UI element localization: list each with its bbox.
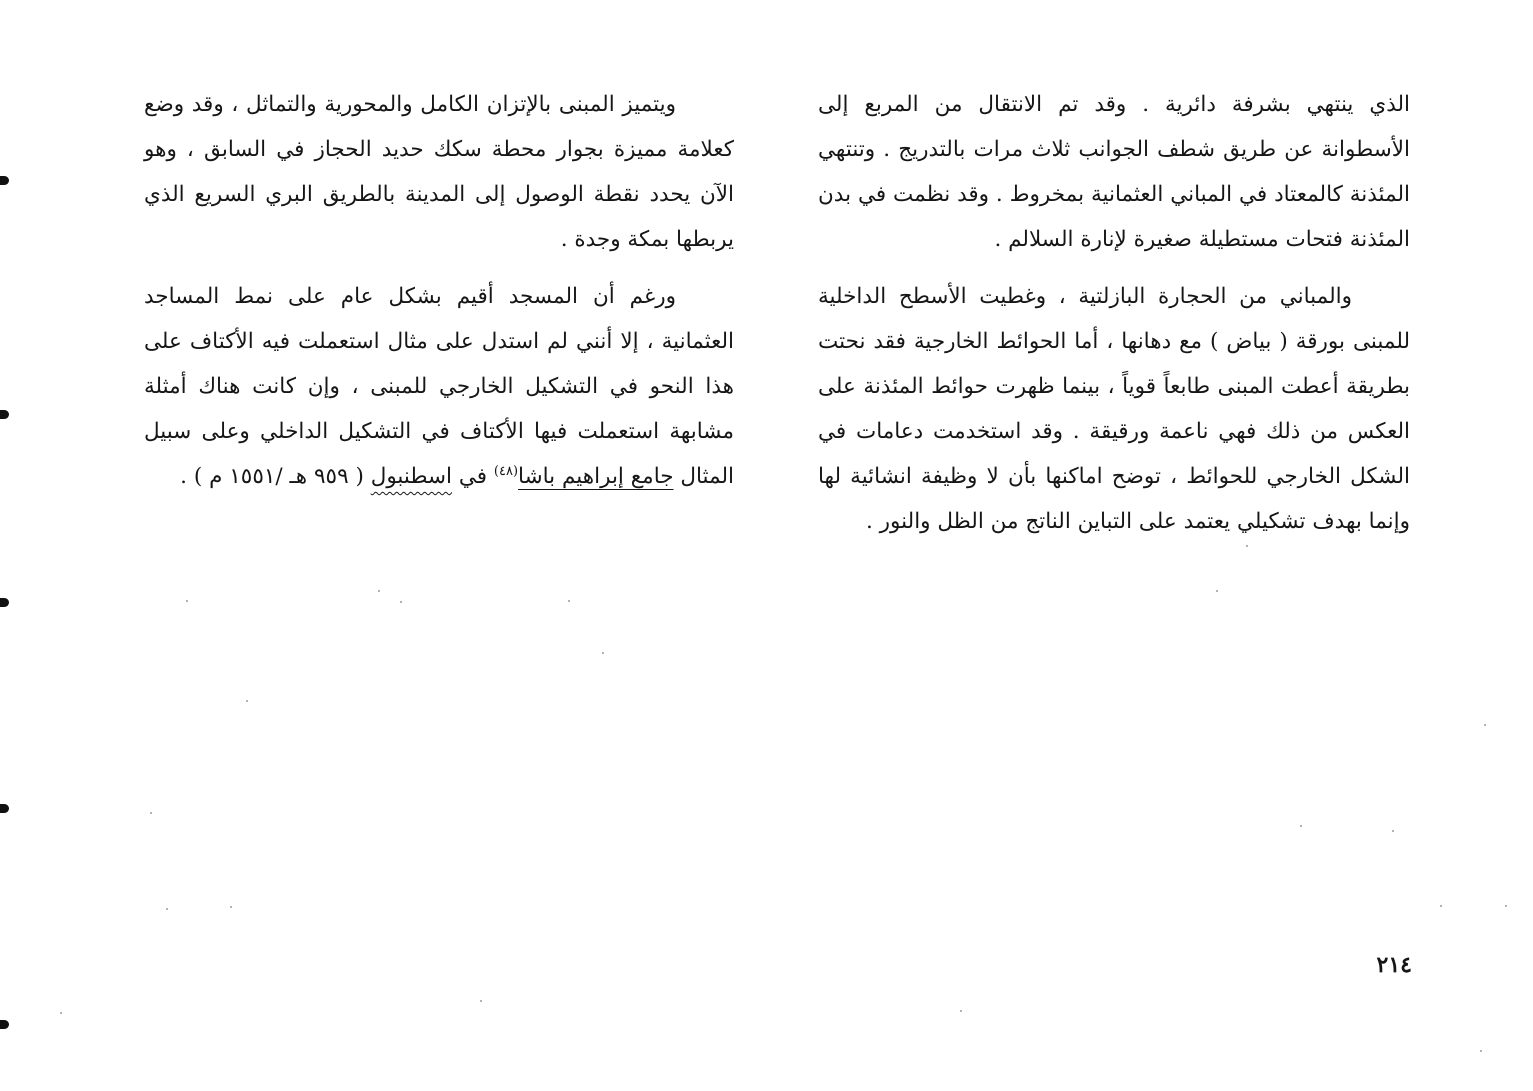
scan-speck <box>60 1012 62 1014</box>
scan-speck <box>230 906 232 908</box>
scan-speck <box>166 908 168 910</box>
paragraph-text-before: ورغم أن المسجد أقيم بشكل عام على نمط المساجد العثمانية ، إلا أنني لم استدل على مثال استعملت فيه الأكتاف على هذا النحو في التشكيل الخارجي للمبنى ، وإن كانت هناك أمثلة مشابهة استعملت فيها الأكتاف في التشكيل الداخلي وعلى سبيل المثال <box>144 284 734 489</box>
scan-speck <box>150 812 152 814</box>
right-paragraph-1: الذي ينتهي بشرفة دائرية . وقد تم الانتقال من المربع إلى الأسطوانة عن طريق شطف الجوانب ثلاث مرات بالتدريج . وتنتهي المئذنة كالمعتاد في المباني العثمانية بمخروط . وقد نظمت في بدن المئذنة فتحات مستطيلة صغيرة لإنارة السلالم . <box>818 92 1410 252</box>
binding-hole-mark <box>0 410 9 419</box>
place-name-wavy-underline: اسطنبول <box>370 464 453 489</box>
scan-speck <box>568 600 570 602</box>
scan-speck <box>186 600 188 602</box>
paragraph-text-middle: في <box>452 464 494 489</box>
paragraph-text-after: ( ٩٥٩ هـ /١٥٥١ م ) . <box>180 464 371 489</box>
scan-speck <box>1216 590 1218 592</box>
scan-speck <box>1505 905 1507 907</box>
scan-speck <box>480 1000 482 1002</box>
binding-hole-mark <box>0 598 9 607</box>
scan-speck <box>1484 724 1486 726</box>
binding-hole-mark <box>0 1020 9 1029</box>
page-number: ٢١٤ <box>1376 952 1412 978</box>
scan-speck <box>378 590 380 592</box>
left-paragraph-1: ويتميز المبنى بالإتزان الكامل والمحورية والتماثل ، وقد وضع كعلامة مميزة بجوار محطة سكك حديد الحجاز في السابق ، وهو الآن يحدد نقطة الوصول إلى المدينة بالطريق البري السريع الذي يربطها بمكة وجدة . <box>144 92 734 252</box>
scan-speck <box>602 652 604 654</box>
scan-speck <box>960 1010 962 1012</box>
left-text-column <box>144 82 734 511</box>
scan-speck <box>1480 1050 1482 1052</box>
scan-speck <box>246 700 248 702</box>
binding-hole-mark <box>0 176 9 185</box>
mosque-name-underlined: جامع إبراهيم باشا <box>518 464 674 489</box>
right-text-column <box>818 82 1410 556</box>
scan-speck <box>1300 825 1302 827</box>
scan-speck <box>1392 830 1394 832</box>
binding-hole-mark <box>0 804 9 813</box>
footnote-reference: (٤٨) <box>493 463 519 479</box>
scan-speck <box>1246 545 1248 547</box>
right-paragraph-2: والمباني من الحجارة البازلتية ، وغطيت الأسطح الداخلية للمبنى بورقة ( بياض ) مع دهانها ، أما الحوائط الخارجية فقد نحتت بطريقة أعطت المبنى طابعاً قوياً ، بينما ظهرت حوائط المئذنة على العكس من ذلك فهي ناعمة ورقيقة . وقد استخدمت دعامات في الشكل الخارجي للحوائط ، توضح اماكنها بأن لا وظيفة انشائية لها وإنما بهدف تشكيلي يعتمد على التباين الناتج من الظل والنور . <box>818 284 1410 534</box>
left-paragraph-2 <box>144 274 734 499</box>
scan-speck <box>1440 905 1442 907</box>
scan-speck <box>400 601 402 603</box>
